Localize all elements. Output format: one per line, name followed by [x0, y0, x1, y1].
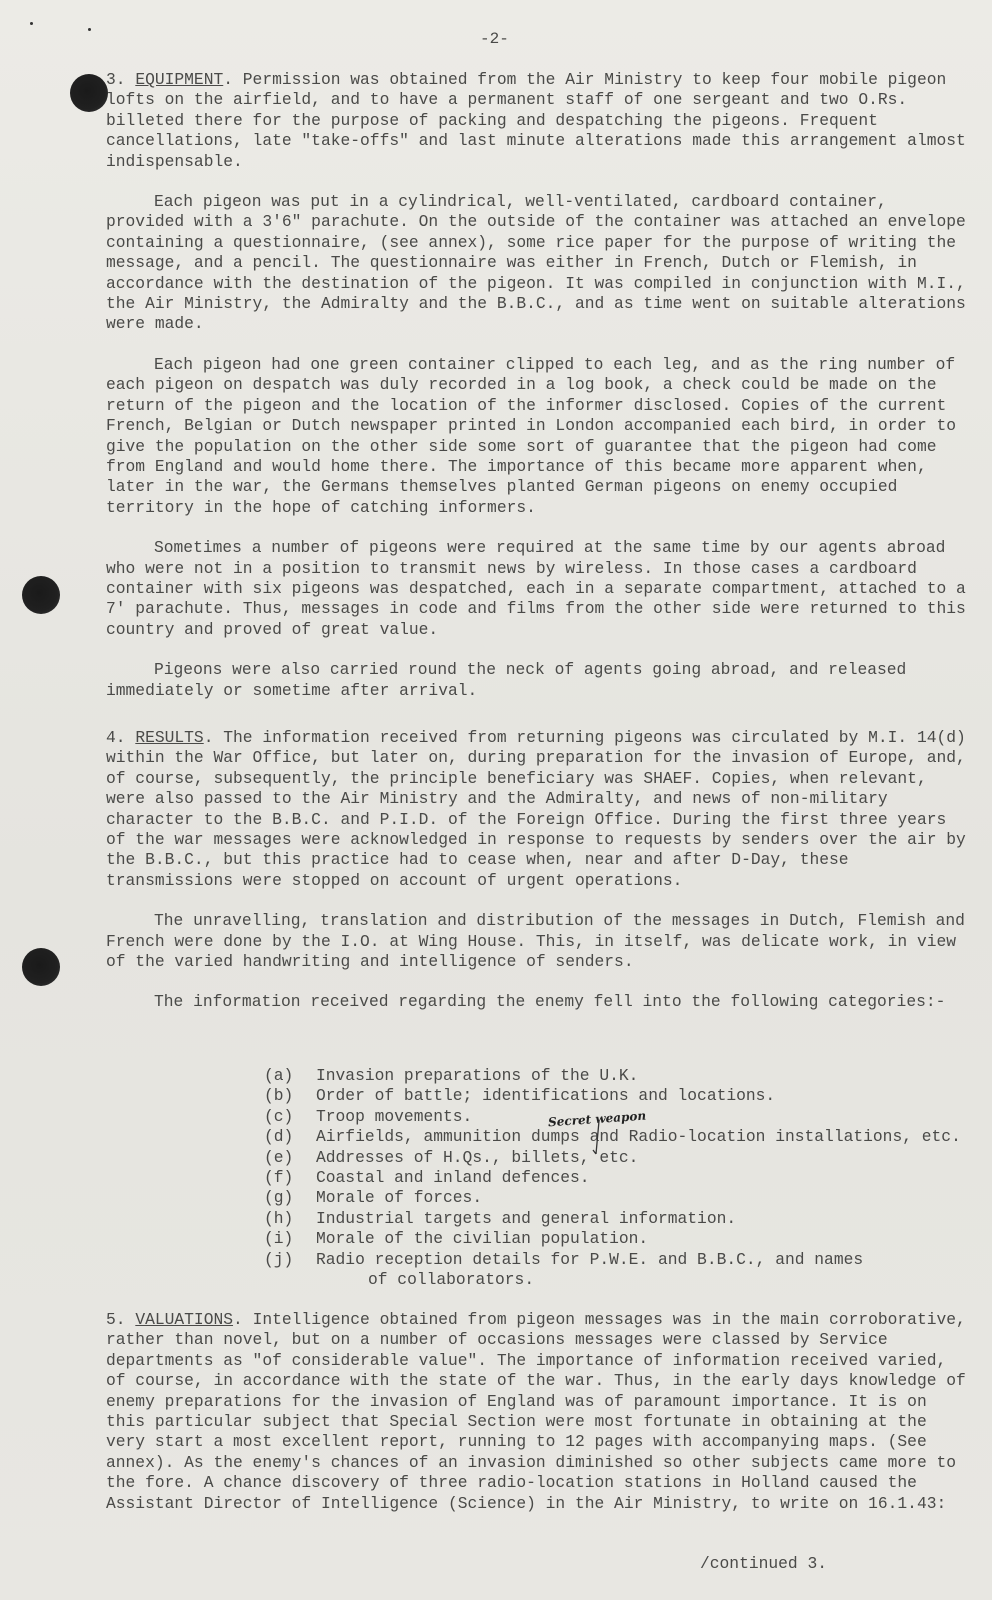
paragraph: Pigeons were also carried round the neck of agents going abroad, and released immediately or sometime after arrival.	[106, 660, 907, 700]
punch-hole	[22, 948, 60, 986]
list-item-letter: (h)	[264, 1208, 294, 1228]
list-item	[264, 1250, 984, 1270]
paragraph-text: . Permission was obtained from the Air Ministry to keep four mobile pigeon lofts on the airfield, and to have a permanent staff of one sergeant and two O.Rs. billeted there for the purpose of packing and despatching the pigeons. Frequent cancellations, late "take-offs" and last minute alterations made this arrangement almost indispensable.	[106, 70, 966, 171]
list-item-text: Morale of the civilian population.	[316, 1229, 649, 1249]
speck	[30, 22, 33, 25]
list-item	[264, 1209, 984, 1229]
list-item	[264, 1086, 984, 1106]
list-item-letter: (a)	[264, 1066, 294, 1085]
paragraph: Each pigeon had one green container clipped to each leg, and as the ring number of each pigeon on despatch was duly recorded in a log book, a check could be made on the return of the pigeon and the location of the informer disclosed. Copies of the current French, Belgian or Dutch newspaper printed in London accompanied each bird, in order to give the population on the other side some sort of guarantee that the pigeon had come from England and would home there. The importance of this became more apparent when, later in the war, the Germans themselves planted German pigeons on enemy occupied territory in the hope of catching informers.	[106, 354, 957, 517]
list-item-continuation: of collaborators.	[368, 1270, 535, 1290]
paragraph-equipment	[106, 70, 966, 172]
list-item-letter: (f)	[264, 1168, 294, 1188]
paragraph: The information received regarding the enemy fell into the following categories:-	[154, 992, 946, 1012]
text-block-valuations	[106, 1310, 966, 1534]
text-block-equipment	[106, 70, 966, 721]
list-item-text: Invasion preparations of the U.K.	[316, 1066, 639, 1085]
list-item-letter: (c)	[264, 1106, 294, 1126]
list-item	[264, 1229, 984, 1249]
list-item	[264, 1148, 984, 1168]
punch-hole	[22, 576, 60, 614]
list-item	[264, 1127, 984, 1147]
section-heading: VALUATIONS	[135, 1310, 234, 1329]
list-item	[264, 1066, 984, 1086]
paragraph-text: . Intelligence obtained from pigeon messages was in the main corroborative, rather than novel, but on a number of occasions messages were classed by Service departments as "of considerable value". The importance of information received varied, of course, in accordance with the state of the war. Thus, in the early days knowledge of enemy preparations for the invasion of England was of paramount importance. It is on this particular subject that Special Section were most fortunate in obtaining at the very start a most excellent report, running to 12 pages with accompanying maps. (See annex). As the enemy's chances of an invasion diminished so other subjects came more to the fore. A chance discovery of three radio-location stations in Holland caused the Assistant Director of Intelligence (Science) in the Air Ministry, to write on 16.1.43:	[106, 1310, 966, 1513]
list-item-letter: (b)	[264, 1086, 294, 1106]
list-item-text: Coastal and inland defences.	[316, 1168, 590, 1188]
list-item-letter: (i)	[264, 1229, 294, 1249]
paragraph-text: . The information received from returning pigeons was circulated by M.I. 14(d) within the War Office, but later on, during preparation for the invasion of Europe, and, of course, subsequently, the principle beneficiary was SHAEF. Copies, when relevant, were also passed to the Air Ministry and the Admiralty, and news of non-military character to the B.B.C. and P.I.D. of the Foreign Office. During the first three years of the war messages were acknowledged in response to requests by senders over the air by the B.B.C., but this practice had to cease when, near and after D-Day, these transmissions were stopped on account of urgent operations.	[106, 728, 966, 890]
paragraph: Each pigeon was put in a cylindrical, well-ventilated, cardboard container, provided with a 3'6" parachute. On the outside of the container was attached an envelope containing a questionnaire, (see annex), some rice paper for the purpose of writing the message, and a pencil. The questionnaire was either in French, Dutch or Flemish, in accordance with the destination of the pigeon. It was compiled in conjunction with M.I., the Air Ministry, the Admiralty and the B.B.C., and as time went on suitable alterations were made.	[106, 192, 966, 334]
section-heading: EQUIPMENT	[135, 70, 224, 89]
list-item	[264, 1188, 984, 1208]
list-item-letter: (e)	[264, 1147, 294, 1167]
continued-note: /continued 3.	[700, 1554, 828, 1573]
text-block-results	[106, 728, 966, 1033]
list-item-text: Morale of forces.	[316, 1188, 483, 1208]
paragraph-valuations	[106, 1310, 966, 1514]
punch-hole	[70, 74, 108, 112]
list-item-letter: (g)	[264, 1188, 294, 1208]
section-heading: RESULTS	[135, 728, 204, 747]
list-item-text: Industrial targets and general information.	[316, 1208, 737, 1228]
list-item-text: Order of battle; identifications and locations.	[316, 1086, 776, 1106]
section-number: 4.	[106, 728, 136, 747]
page-number: -2-	[480, 30, 509, 48]
list-item-text: Addresses of H.Qs., billets, etc.	[316, 1147, 639, 1167]
paragraph: Sometimes a number of pigeons were required at the same time by our agents abroad who were not in a position to transmit news by wireless. In those cases a cardboard container with six pigeons was despatched, each in a separate compartment, attached to a 7' parachute. Thus, messages in code and films from the other side were returned to this country and proved of great value.	[106, 538, 966, 639]
section-number: 3.	[106, 70, 136, 89]
list-item-letter: (j)	[264, 1249, 294, 1269]
list-item-text: Airfields, ammunition dumps and Radio-location installations, etc.	[316, 1127, 961, 1147]
paragraph-results	[106, 728, 966, 891]
paragraph: The unravelling, translation and distribution of the messages in Dutch, Flemish and French were done by the I.O. at Wing House. This, in itself, was delicate work, in view of the varied handwriting and intelligence of senders.	[106, 911, 965, 972]
insertion-caret-icon	[592, 1120, 600, 1156]
list-item-letter: (d)	[264, 1127, 294, 1147]
handwritten-annotation: Secret weapon	[547, 1108, 647, 1130]
list-item-text: Radio reception details for P.W.E. and B.B.C., and names	[316, 1249, 864, 1269]
categories-list	[264, 1066, 984, 1290]
section-number: 5.	[106, 1310, 136, 1329]
speck	[88, 28, 91, 31]
list-item-text: Troop movements.	[316, 1106, 473, 1126]
list-item	[264, 1168, 984, 1188]
